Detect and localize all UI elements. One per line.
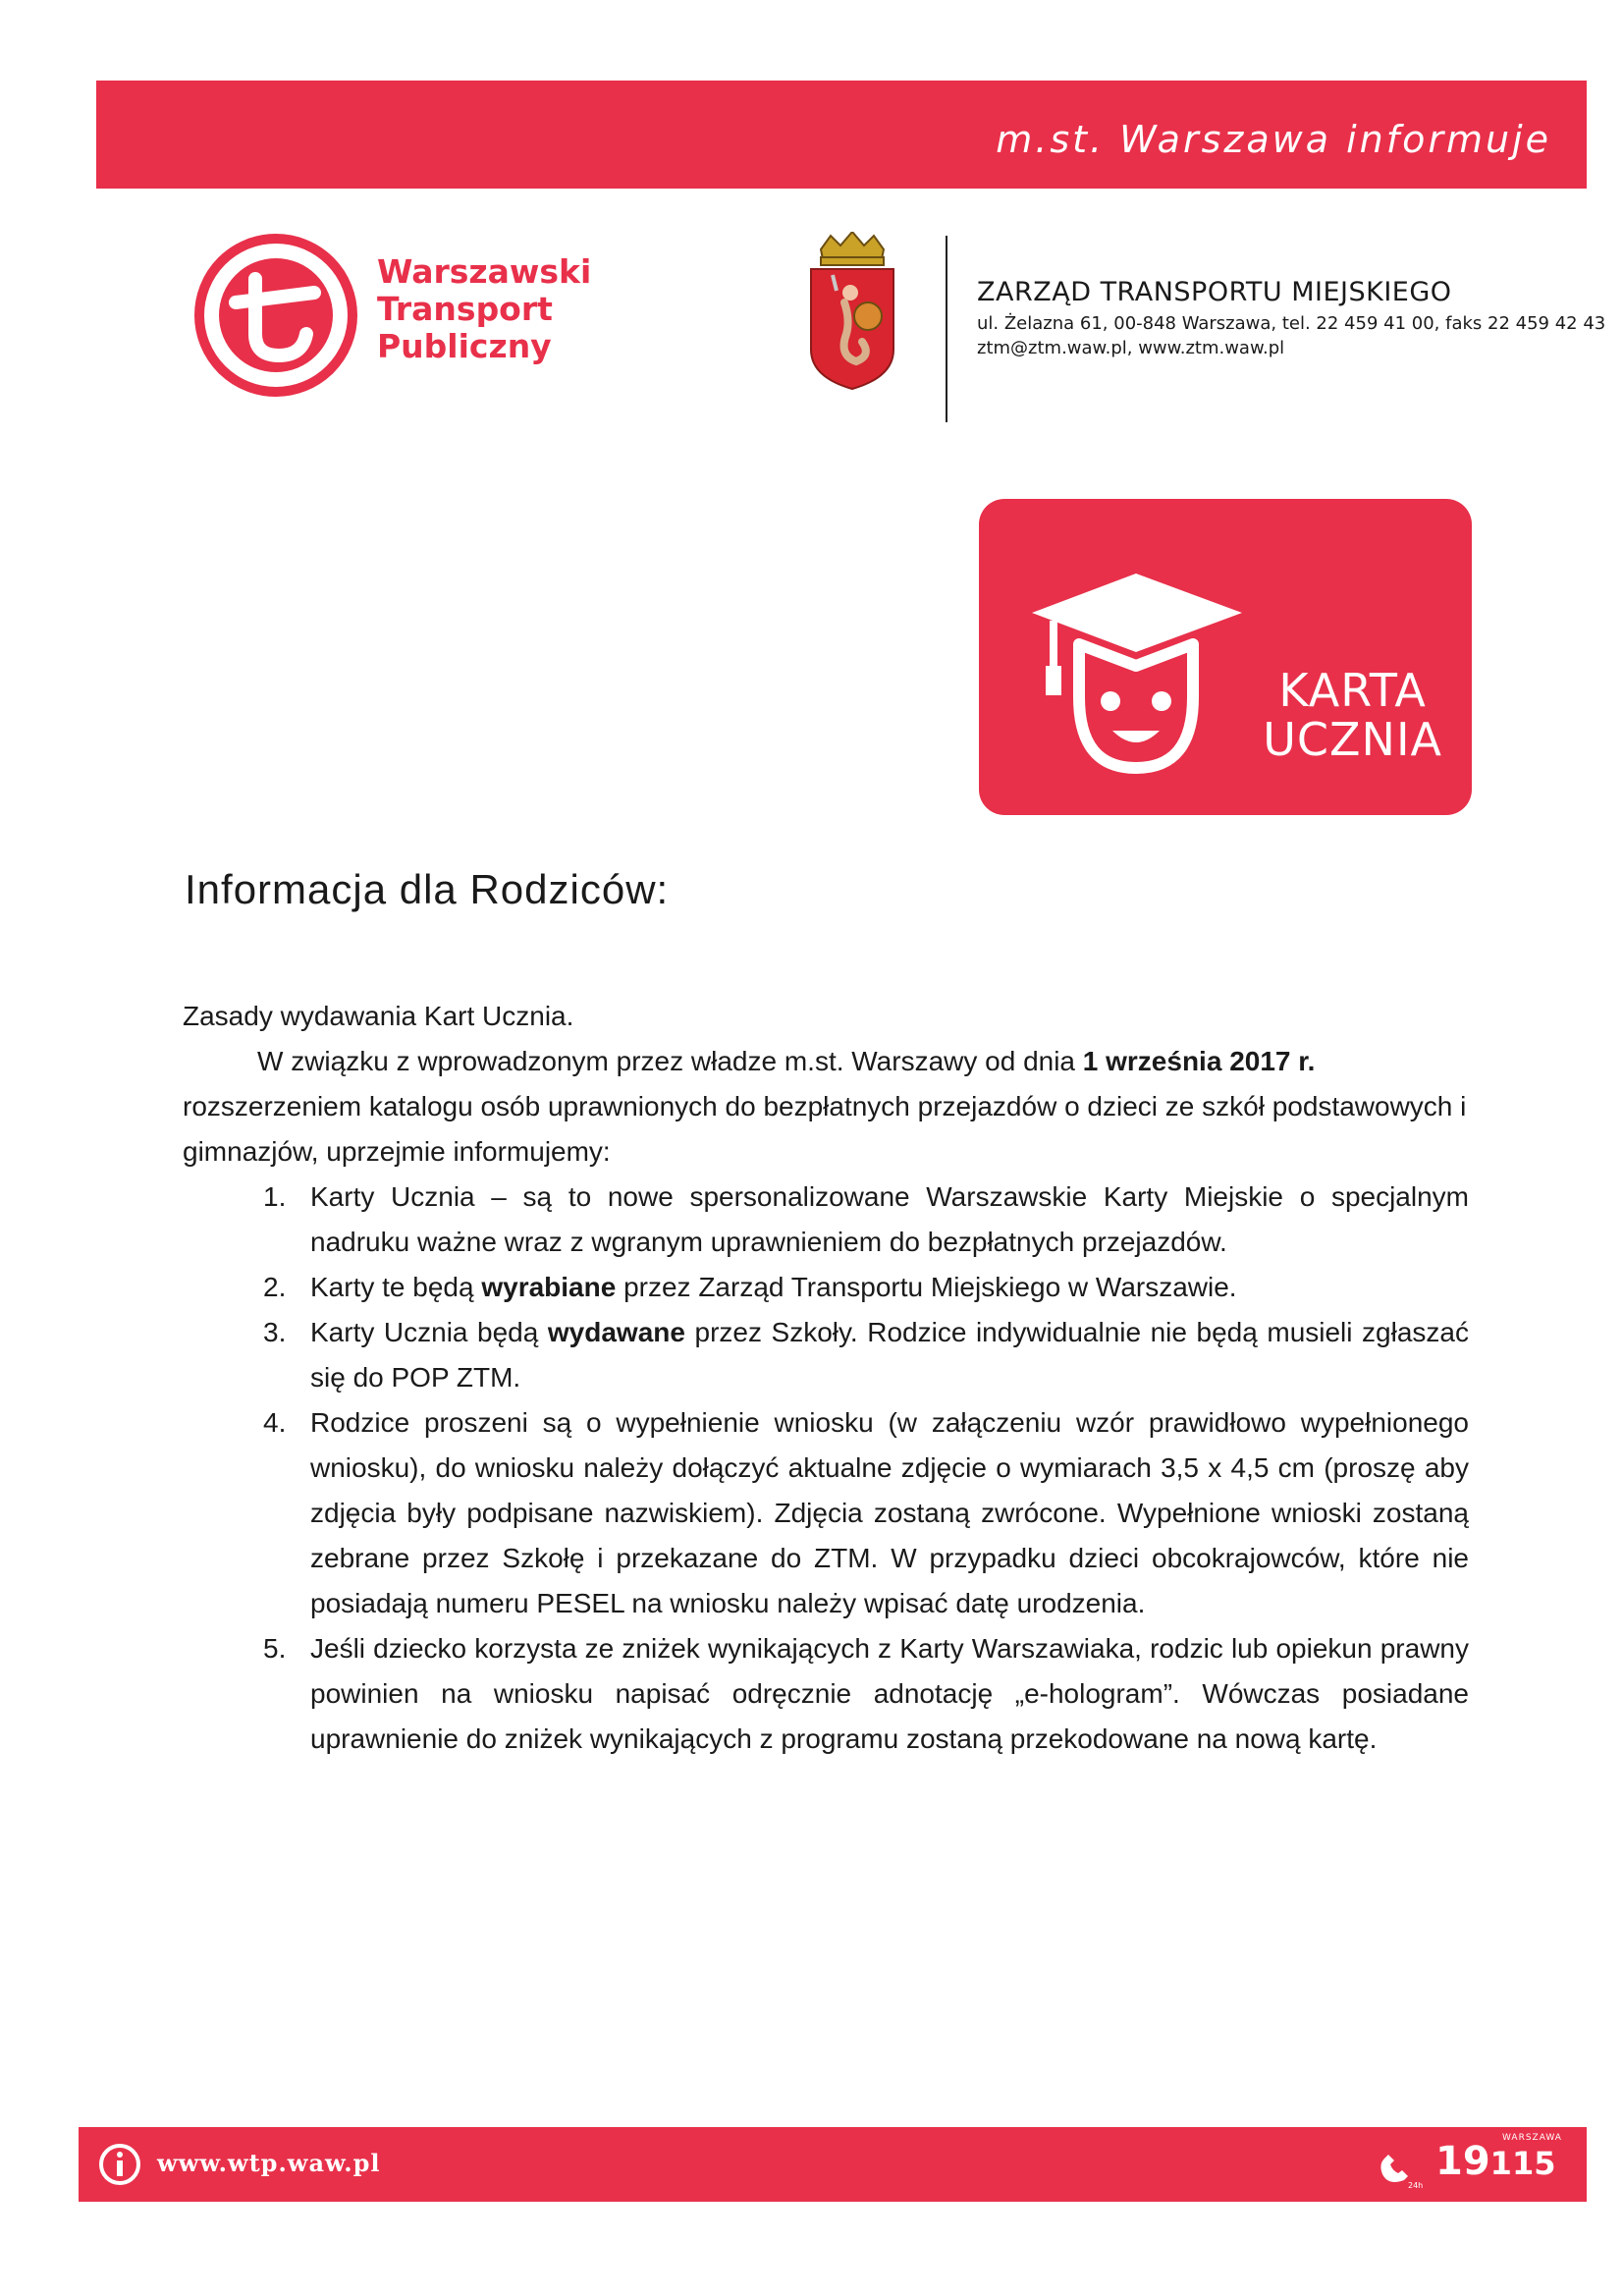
wtp-name-line: Transport: [377, 290, 553, 328]
wtp-name: [377, 253, 591, 365]
ztm-contact: ztm@ztm.waw.pl, www.ztm.waw.pl: [977, 338, 1285, 358]
list-text: Karty Ucznia będą: [310, 1317, 548, 1347]
document-body: [183, 994, 1469, 1762]
karta-line-1: KARTA: [1278, 664, 1427, 717]
list-number: 4.: [263, 1407, 287, 1438]
hotline-sub: 115: [1489, 2145, 1556, 2182]
list-item: [183, 1310, 1469, 1400]
phone-label: 24h: [1408, 2181, 1424, 2190]
karta-line-2: UCZNIA: [1263, 713, 1442, 766]
top-banner: [96, 81, 1587, 189]
hotline-main: 19: [1435, 2139, 1490, 2184]
ztm-address: ul. Żelazna 61, 00-848 Warszawa, tel. 22 459 41 00, faks 22 459 42 43: [977, 313, 1606, 334]
info-icon: [98, 2143, 141, 2186]
list-number: 3.: [263, 1317, 287, 1347]
list-item: [183, 1265, 1469, 1310]
wtp-name-line: Warszawski: [377, 252, 592, 291]
list-item: [183, 1626, 1469, 1762]
wtp-name-line: Publiczny: [377, 327, 552, 365]
phone-icon: [1375, 2141, 1424, 2190]
page-title: Informacja dla Rodziców:: [185, 866, 670, 912]
intro-text: W związku z wprowadzonym przez władze m.st. Warszawy od dnia: [257, 1046, 1083, 1076]
coat-of-arms-icon: [803, 232, 901, 391]
list-text: Karty te będą: [310, 1272, 482, 1302]
footer-url-link[interactable]: www.wtp.waw.pl: [157, 2149, 381, 2177]
list-text: przez Szkoły. Rodzice indywidualnie nie będą musieli zgłaszać się do POP ZTM.: [310, 1317, 1469, 1393]
ztm-title: ZARZĄD TRANSPORTU MIEJSKIEGO: [977, 277, 1452, 307]
list-bold: wydawane: [547, 1317, 685, 1347]
wtp-logo-icon: [192, 232, 359, 399]
list-number: 2.: [263, 1272, 287, 1302]
intro-paragraph: [183, 1039, 1469, 1084]
header-divider: [946, 236, 947, 422]
hotline-label: WARSZAWA: [1502, 2133, 1562, 2143]
rules-list: [183, 1175, 1469, 1762]
bottom-banner: [79, 2127, 1587, 2202]
karta-ucznia-card: [979, 499, 1472, 815]
banner-text: m.st. Warszawa informuje: [996, 118, 1551, 161]
ztm-info: [977, 277, 1605, 358]
list-text: Rodzice proszeni są o wypełnienie wniosku (w załączeniu wzór prawidłowo wypełnionego wniosku), do wniosku należy dołączyć aktualne zdjęcie o wymiarach 3,5 x 4,5 cm (proszę aby zdjęcia były podpisane nazwiskiem). Zdjęcia zostaną zwrócone. Wypełnione wnioski zostaną zebrane przez Szkołę i przekazane do ZTM. W przypadku dzieci obcokrajowców, które nie posiadają numeru PESEL na wniosku należy wpisać datę urodzenia.: [310, 1407, 1469, 1618]
intro-continuation: rozszerzeniem katalogu osób uprawnionych do bezpłatnych przejazdów o dzieci ze szkół podstawowych i gimnazjów, uprzejmie informujemy:: [183, 1091, 1467, 1167]
list-number: 1.: [263, 1181, 287, 1212]
graduate-face-icon: [1014, 550, 1250, 776]
intro-date: 1 września 2017 r.: [1082, 1046, 1316, 1076]
list-item: [183, 1400, 1469, 1626]
list-text: Karty Ucznia – są to nowe spersonalizowane Warszawskie Karty Miejskie o specjalnym nadruku ważne wraz z wgranym uprawnieniem do bezpłatnych przejazdów.: [310, 1181, 1469, 1257]
hotline-number: [1435, 2139, 1555, 2184]
subtitle: Zasady wydawania Kart Ucznia.: [183, 1001, 574, 1031]
list-bold: wyrabiane: [481, 1272, 617, 1302]
list-text: Jeśli dziecko korzysta ze zniżek wynikających z Karty Warszawiaka, rodzic lub opiekun prawny powinien na wniosku napisać odręcznie adnotację „e-hologram”. Wówczas posiadane uprawnienie do zniżek wynikających z programu zostaną przekodowane na nową kartę.: [310, 1633, 1469, 1754]
list-number: 5.: [263, 1633, 287, 1664]
karta-label: [1263, 666, 1442, 764]
list-text: przez Zarząd Transportu Miejskiego w Warszawie.: [616, 1272, 1237, 1302]
list-item: [183, 1175, 1469, 1265]
